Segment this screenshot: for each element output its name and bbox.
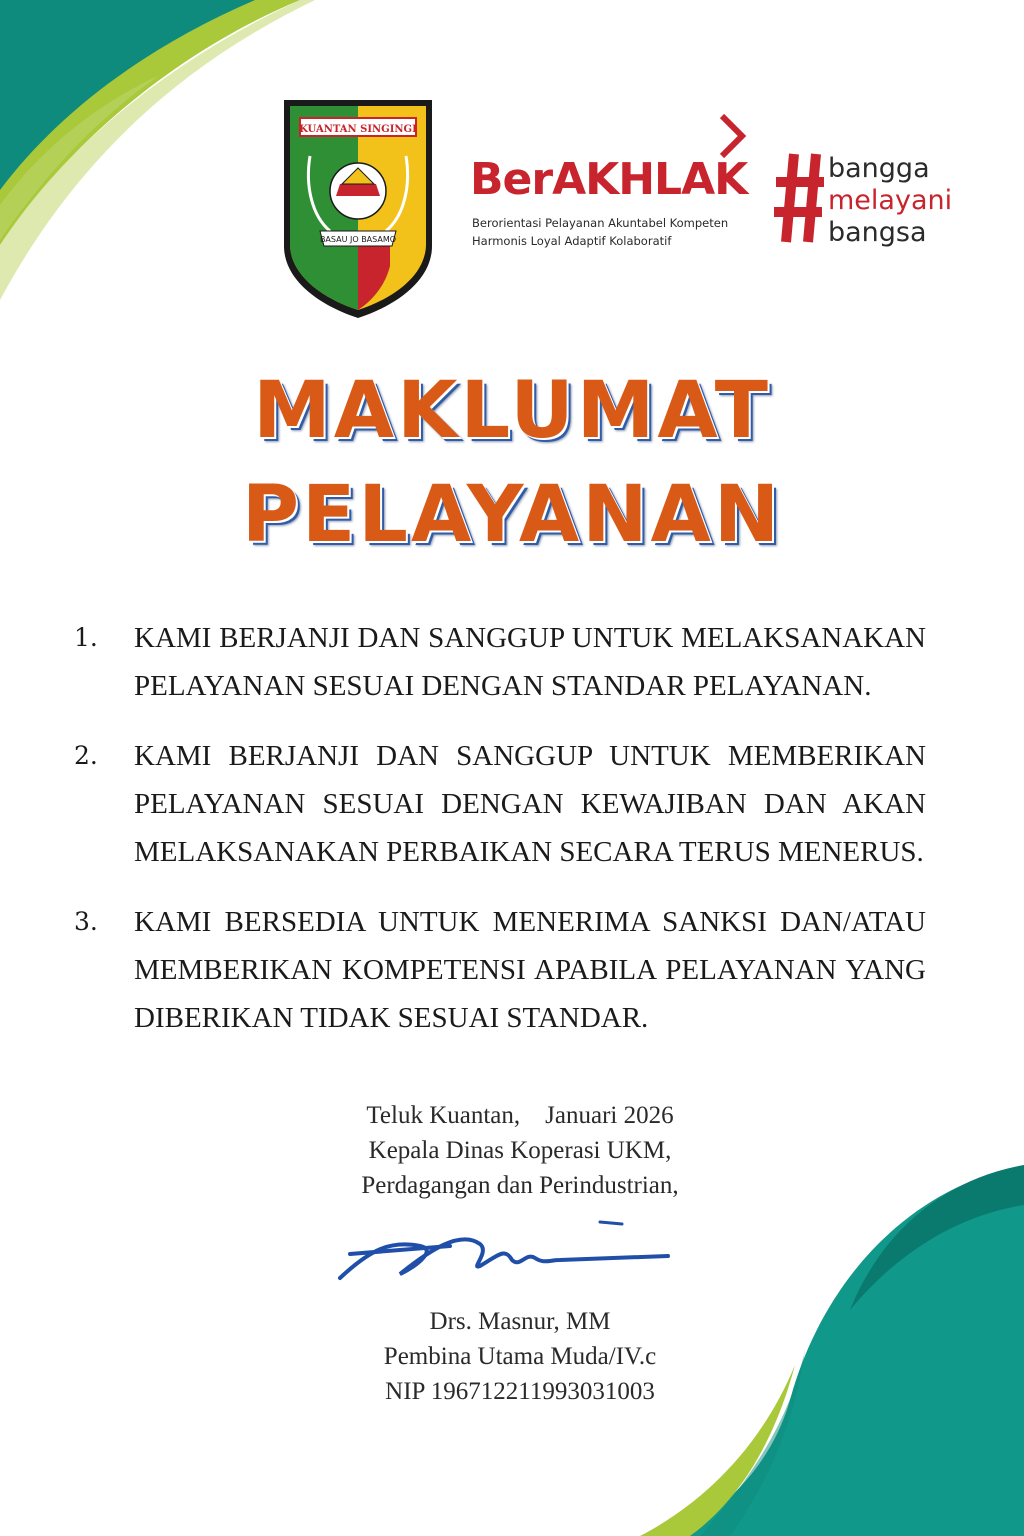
official-position-line-1: Kepala Dinas Koperasi UKM, <box>368 1137 672 1164</box>
chevron-icon <box>718 114 748 158</box>
regency-crest-logo <box>280 96 436 320</box>
bangga-word-2: melayani <box>828 185 953 216</box>
signatory-name: Drs. Masnur, MM <box>429 1308 611 1335</box>
signature-header <box>300 1098 740 1203</box>
list-item-text: KAMI BERSEDIA UNTUK MENERIMA SANKSI DAN/ATAU MEMBERIKAN KOMPETENSI APABILA PELAYANAN YANG DIBERIKAN TIDAK SESUAI STANDAR. <box>134 906 926 1034</box>
page-title-line-2: PELAYANAN <box>241 470 783 560</box>
berakhlak-title: BerAKHLAK <box>470 154 748 205</box>
svg-text:BASAU JO BASAMO: BASAU JO BASAMO <box>319 235 397 244</box>
handwritten-signature <box>330 1210 680 1290</box>
official-position-line-2: Perdagangan dan Perindustrian, <box>361 1172 679 1199</box>
list-item <box>74 614 926 710</box>
list-item-text: KAMI BERJANJI DAN SANGGUP UNTUK MEMBERIKAN PELAYANAN SESUAI DENGAN KEWAJIBAN DAN AKAN MELAKSANAKAN PERBAIKAN SECARA TERUS MENERUS. <box>134 740 926 868</box>
bangga-word-3: bangsa <box>828 217 927 248</box>
berakhlak-tagline-1: Berorientasi Pelayanan Akuntabel Kompeten <box>472 216 729 230</box>
list-item-number: 2. <box>74 741 98 770</box>
signatory-rank: Pembina Utama Muda/IV.c <box>383 1343 657 1370</box>
berakhlak-tagline-2: Harmonis Loyal Adaptif Kolaboratif <box>472 234 672 248</box>
list-item <box>74 898 926 1042</box>
berakhlak-logo <box>470 114 760 254</box>
signatory-info <box>300 1304 740 1409</box>
hashtag-icon <box>772 150 828 246</box>
list-item-number: 3. <box>74 907 98 936</box>
list-item-number: 1. <box>74 623 98 652</box>
list-item <box>74 732 926 876</box>
signatory-nip: NIP 196712211993031003 <box>385 1378 655 1405</box>
bangga-word-1: bangga <box>828 153 930 184</box>
bangga-melayani-bangsa-logo <box>772 150 952 260</box>
page-title-line-1: MAKLUMAT <box>253 366 771 456</box>
place-date: Teluk Kuantan, Januari 2026 <box>366 1102 674 1129</box>
list-item-text: KAMI BERJANJI DAN SANGGUP UNTUK MELAKSANAKAN PELAYANAN SESUAI DENGAN STANDAR PELAYANAN. <box>134 622 926 702</box>
svg-text:KUANTAN SINGINGI: KUANTAN SINGINGI <box>299 124 417 135</box>
pledge-list <box>74 614 926 1064</box>
